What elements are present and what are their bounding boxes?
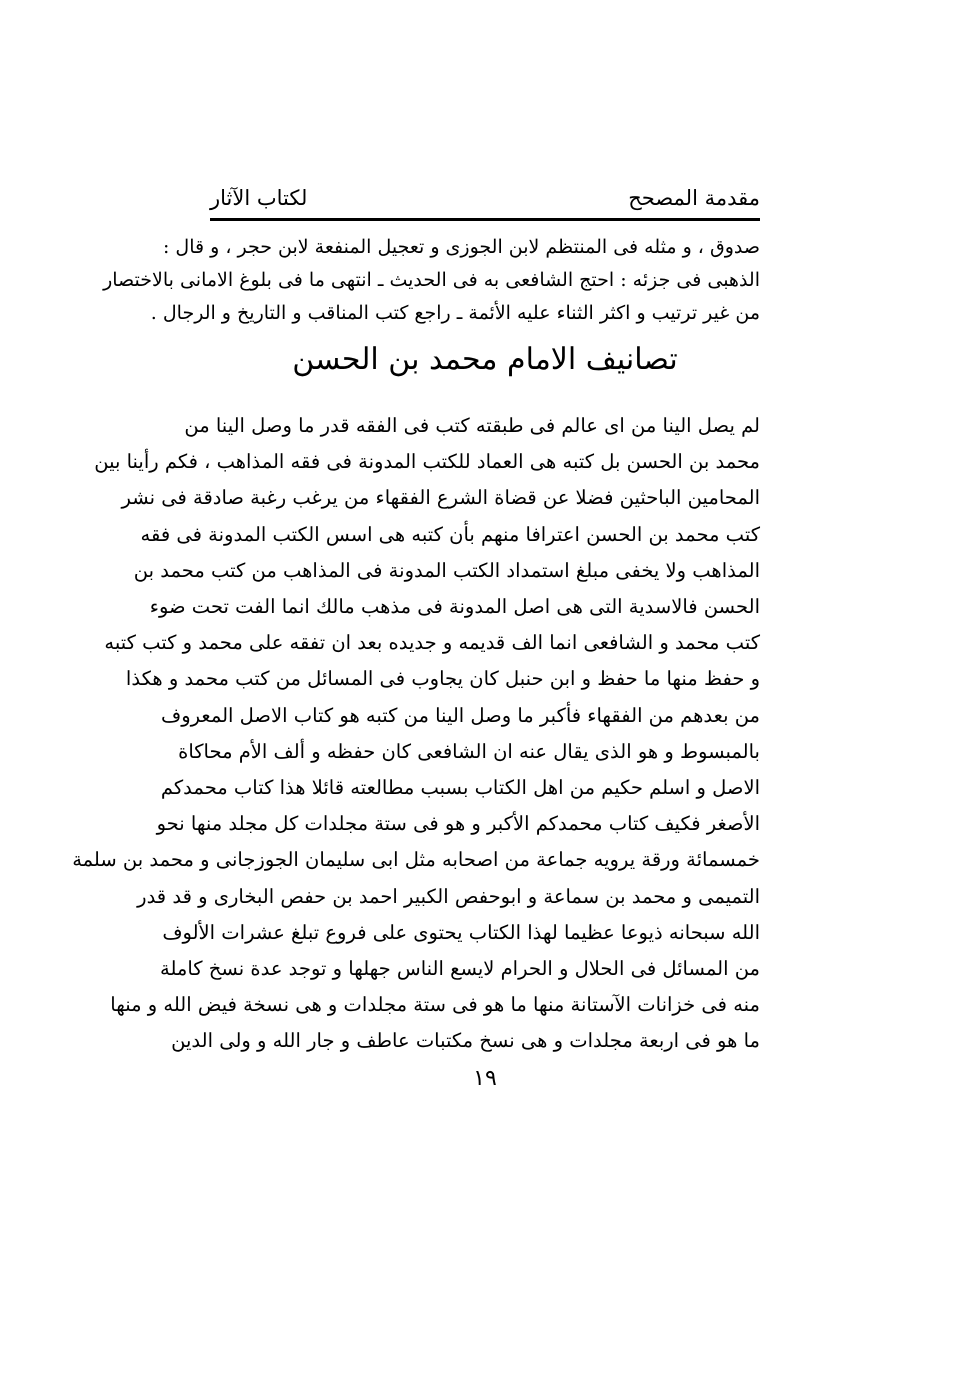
intro-paragraph: [103, 231, 760, 330]
body-line: كتب محمد و الشافعى انما الف قديمه و جديده بعد ان تفقه على محمد و كتب كتبه: [104, 631, 760, 655]
body-line: من بعدهم من الفقهاء فأكبر ما وصل الينا من كتبه هو كتاب الاصل المعروف: [161, 703, 760, 727]
body-line: كتب محمد بن الحسن اعترافا منهم بأن كتبه هى اسس الكتب المدونة فى فقه: [140, 522, 760, 546]
body-line: محمد بن الحسن بل كتبه هى العماد للكتب المدونة فى فقه المذاهب ، فكم رأينا بين: [94, 450, 760, 474]
header-right-title: مقدمة المصحح: [628, 186, 760, 210]
header-left-title: لكتاب الآثار: [210, 186, 308, 210]
body-line: الأصغر فكيف كتاب محمدكم الأكبر و هو فى ستة مجلدات كل مجلد منها نحو: [156, 812, 760, 836]
intro-line: من غير ترتيب و اكثر الثناء عليه الأئمة ـ راجع كتب المناقب و التاريخ و الرجال .: [150, 302, 760, 324]
body-line: التميمى و محمد بن سماعة و ابوحفص الكبير احمد بن حفص البخارى و قد قدر: [137, 884, 760, 908]
body-line: المذاهب ولا يخفى مبلغ استمداد الكتب المدونة فى المذاهب من كتب محمد بن: [133, 558, 760, 582]
section-title: تصانيف الامام محمد بن الحسن: [292, 342, 678, 377]
book-page: [72, 180, 760, 1091]
intro-line: الذهبى فى جزئه : احتج الشافعى به فى الحديث ـ انتهى ما فى بلوغ الامانى بالاختصار: [103, 269, 760, 291]
body-line: الحسن فالاسدية التى هى اصل المدونة فى مذهب مالك انما الفت تحت ضوء: [149, 595, 760, 619]
body-line: الله سبحانه ذيوعا عظيما لهذا الكتاب يحتوى على فروع تبلغ عشرات الألوف: [162, 920, 760, 944]
body-line: المحامين الباحثين فضلا عن قضاة الشرع الفقهاء من يرغب رغبة صادقة فى نشر: [121, 486, 760, 510]
body-line: من المسائل فى الحلال و الحرام لايسع الناس جهلها و توجد عدة نسخ كاملة: [160, 957, 760, 981]
body-line: ما هو فى اربعة مجلدات و هى نسخ مكتبات عاطف و جار الله و ولى الدين: [171, 1029, 760, 1053]
body-paragraph: [72, 408, 760, 1060]
body-line: لم يصل الينا من اى عالم فى طبقته كتب فى الفقه قدر ما وصل الينا من: [184, 414, 760, 437]
header-rule: [210, 218, 760, 221]
running-header: [210, 180, 760, 216]
body-line: خمسمائة ورقة يرويه جماعة من اصحابه مثل ابى سليمان الجوزجانى و محمد بن سلمة: [72, 848, 760, 872]
body-line: و حفظ منها ما حفظ و ابن حنبل كان يجاوب فى المسائل من كتب محمد و هكذا: [125, 667, 760, 691]
body-line: بالمبسوط و هو الذى يقال عنه ان الشافعى كان حفظه و ألف الأم محاكاة: [178, 739, 760, 763]
intro-line: صدوق ، و مثله فى المنتظم لابن الجوزى و تعجيل المنفعة لابن حجر ، و قال :: [162, 236, 760, 258]
body-line: منه فى خزانات الآستانة منها ما هو فى ستة مجلدات و هى نسخة فيض الله و منها: [110, 993, 760, 1017]
body-line: الاصل و اسلم حكيم من اهل الكتاب بسبب مطالعته قائلا هذا كتاب محمدكم: [160, 776, 760, 800]
page-number: ١٩: [473, 1065, 497, 1091]
